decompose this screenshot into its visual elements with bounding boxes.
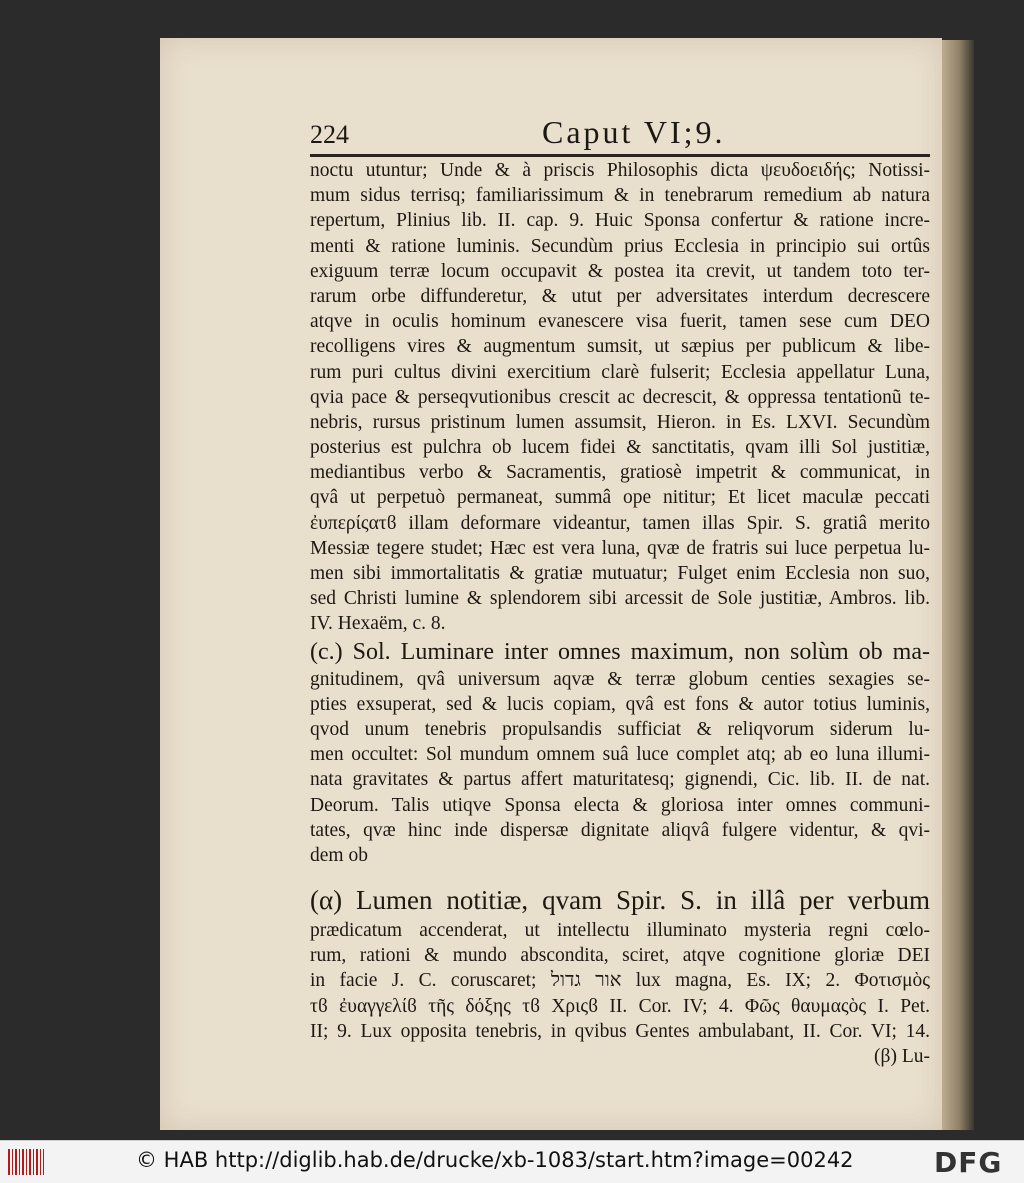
book-page (160, 38, 942, 1130)
text-line: pties exsuperat, sed & lucis copiam, qvâ est fons & autor totius luminis, (310, 693, 930, 715)
paragraph-gap (310, 868, 930, 882)
text-line: gnitudinem, qvâ universum aqvæ & terræ globum centies sexagies se- (310, 668, 930, 690)
text-line: repertum, Plinius lib. II. cap. 9. Huic Sponsa confertur & ratione incre- (310, 210, 930, 232)
text-line: II; 9. Lux opposita tenebris, in qvibus Gentes ambulabant, II. Cor. VI; 14. (310, 1020, 930, 1042)
text-line: τϐ ἐυαγγελίϐ τῆς δόξης τϐ Χριςϐ II. Cor. IV; 4. Φῶς θαυμαςὸς I. Pet. (310, 995, 930, 1017)
text-line: exiguum terræ locum occupavit & postea ita crevit, ut tandem toto ter- (310, 260, 930, 282)
header-rule (310, 154, 930, 157)
dfg-logo: DFG (934, 1146, 1003, 1179)
text-line: posterius est pulchra ob lucem fidei & sanctitatis, qvam illi Sol justitiæ, (310, 437, 930, 459)
text-line: sed Christi lumine & splendorem sibi arcessit de Sole justitiæ, Ambros. lib. (310, 588, 930, 610)
viewer-footer (0, 1140, 1024, 1183)
section-alpha-heading-line: (α) Lumen notitiæ, qvam Spir. S. in illâ per verbum (310, 885, 930, 916)
text-line: prædicatum accenderat, ut intellectu illuminato mysteria regni cœlo- (310, 920, 930, 942)
hab-barcode-logo-icon (8, 1149, 44, 1175)
text-line: Messiæ tegere studet; Hæc est vera luna, qvæ de fratris sui luce perpetua lu- (310, 537, 930, 559)
text-line: men occultet: Sol mundum omnem suâ luce complet atq; ab eo luna illumi- (310, 744, 930, 766)
text-line: mediantibus verbo & Sacramentis, gratiosè impetrit & communicat, in (310, 462, 930, 484)
text-line: men sibi immortalitatis & gratiæ mutuatur; Fulget enim Ecclesia non suo, (310, 563, 930, 584)
section-c-heading-line: (c.) Sol. Luminare inter omnes maximum, non solùm ob ma- (310, 638, 930, 665)
text-line: nebris, rursus pristinum lumen assumsit, Hieron. in Es. LXVI. Secundùm (310, 411, 930, 433)
text-line: rum, rationi & mundo abscondita, sciret, atqve cognitione gloriæ DEI (310, 945, 930, 967)
text-line: ἐυπερίςατϐ illam deformare videantur, tamen illas Spir. S. gratiâ merito (310, 512, 930, 534)
page-edge (938, 40, 974, 1130)
text-line: qvia pace & perseqvutionibus crescit ac decrescit, & oppressa tentationũ te- (310, 386, 930, 408)
text-line: IV. Hexaëm, c. 8. (310, 613, 446, 635)
text-line: atqve in oculis hominum evanescere visa fuerit, tamen sese cum DEO (310, 311, 930, 333)
text-line: qvod unum tenebris propulsandis sufficiat & reliqvorum siderum lu- (310, 718, 930, 740)
catchword: (β) Lu- (874, 1046, 930, 1067)
text-line: dem ob (310, 844, 368, 866)
page-header (310, 110, 910, 150)
text-line: Deorum. Talis utiqve Sponsa electa & gloriosa inter omnes communi- (310, 794, 930, 816)
text-line: mum sidus terrisq; familiarissimum & in tenebrarum remedium ab natura (310, 185, 930, 207)
text-line: menti & ratione luminis. Secundùm prius Ecclesia in principio sui ortûs (310, 235, 930, 257)
text-line: rarum orbe diffunderetur, & utut per adversitates interdum decrescere (310, 285, 930, 307)
source-link[interactable]: © HAB http://diglib.hab.de/drucke/xb-1083/start.htm?image=00242 (136, 1148, 854, 1172)
page-number: 224 (310, 120, 349, 149)
running-title: Caput VI;9. (542, 114, 726, 150)
text-line: recolligens vires & augmentum sumsit, ut sæpius per publicum & libe- (310, 336, 930, 358)
text-line: rum puri cultus divini exercitium clarè fulserit; Ecclesia appellatur Luna, (310, 361, 930, 383)
page-body-text (310, 158, 930, 1069)
text-line: nata gravitates & partus affert maturitatesq; gignendi, Cic. lib. II. de nat. (310, 769, 930, 791)
text-line: tates, qvæ hinc inde dispersæ dignitate aliqvâ fulgere videntur, & qvi- (310, 819, 930, 841)
text-line: in facie J. C. coruscaret; אור גדול lux magna, Es. IX; 2. Φοτισμὸς (310, 970, 930, 992)
text-line: noctu utuntur; Unde & à priscis Philosophis dicta ψευδοειδής; Notissi- (310, 160, 930, 181)
text-line: qvâ ut perpetuò permaneat, summâ ope nititur; Et licet maculæ peccati (310, 487, 930, 509)
